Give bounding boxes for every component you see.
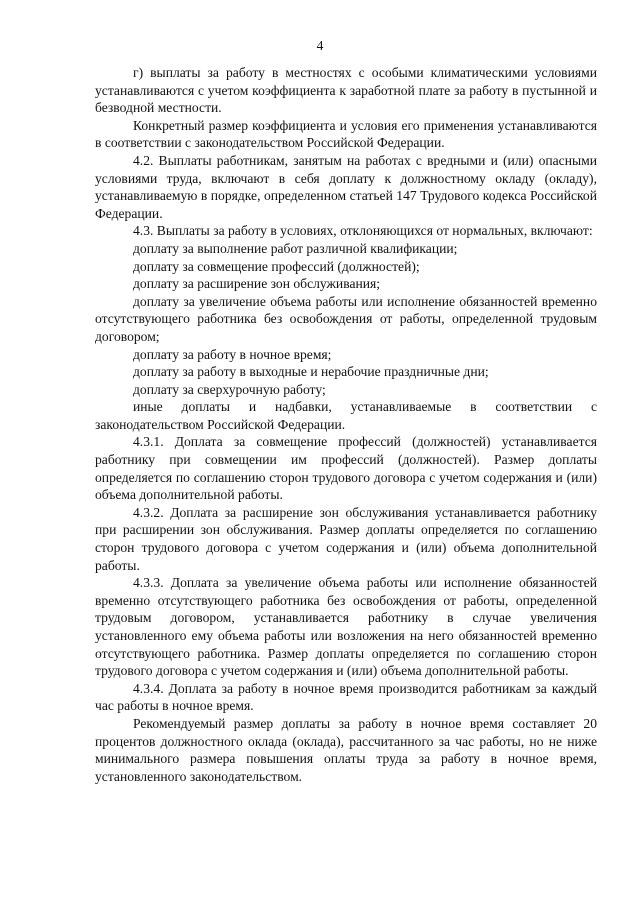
list-item: доплату за расширение зон обслуживания; [133,276,381,292]
paragraph-4-3: 4.3. Выплаты за работу в условиях, отклоняющихся от нормальных, включают: [133,223,593,239]
page-number: 4 [316,38,324,53]
list-item: доплату за работу в ночное время; [133,346,332,362]
paragraph-4-3-2: 4.3.2. Доплата за расширение зон обслуживания устанавливается работнику при расширении зон обслуживания. Размер доплаты определяется по соглашению сторон трудового договора с учетом содержания и (или) объема дополнительной работы. [95,504,597,573]
paragraph-4-2: 4.2. Выплаты работникам, занятым на работах с вредными и (или) опасными условиями труда, включают в себя доплату к должностному окладу (окладу), устанавливаемую в порядке, определенном статьей 147 Трудового кодекса Российской Федерации. [95,152,597,221]
paragraph-4-3-1: 4.3.1. Доплата за совмещение профессий (должностей) устанавливается работнику при совмещении им профессий (должностей). Размер доплаты определяется по соглашению сторон трудового договора с учетом содержания и (или) объема дополнительной работы. [95,434,597,503]
paragraph-coefficient: Конкретный размер коэффициента и условия его применения устанавливаются в соответствии с законодательством Российской Федерации. [95,117,597,151]
list-item: доплату за выполнение работ различной квалификации; [133,240,458,256]
list-item: доплату за сверхурочную работу; [133,381,326,397]
paragraph-4-1-g: г) выплаты за работу в местностях с особыми климатическими условиями устанавливаются с учетом коэффициента к заработной плате за работу в пустынной и безводной местности. [95,65,597,116]
list-item: доплату за увеличение объема работы или исполнение обязанностей временно отсутствующего работника без освобождения от работы, определенной трудовым договором; [95,293,597,344]
paragraph-4-3-3: 4.3.3. Доплата за увеличение объема работы или исполнение обязанностей временно отсутствующего работника без освобождения от работы, определенной трудовым договором, устанавливается работнику в случае увеличения установленного ему объема работы или возложения на него обязанностей временно отсутствующего работника. Размер доплаты определяется по соглашению сторон трудового договора с учетом содержания и (или) объема дополнительной работы. [95,575,597,679]
list-item: иные доплаты и надбавки, устанавливаемые в соответствии с законодательством Российской Федерации. [95,399,597,432]
paragraph-4-3-4: 4.3.4. Доплата за работу в ночное время производится работникам за каждый час работы в ночное время. [95,680,597,714]
document-body [95,64,597,785]
list-item: доплату за работу в выходные и нерабочие праздничные дни; [133,364,489,380]
list-item: доплату за совмещение профессий (должностей); [133,258,420,274]
paragraph-recommended-rate: Рекомендуемый размер доплаты за работу в ночное время составляет 20 процентов должностного оклада (оклада), рассчитанного за час работы, но не ниже минимального размера повышения оплаты труда за работу в ночное время, установленного законодательством. [95,715,597,784]
